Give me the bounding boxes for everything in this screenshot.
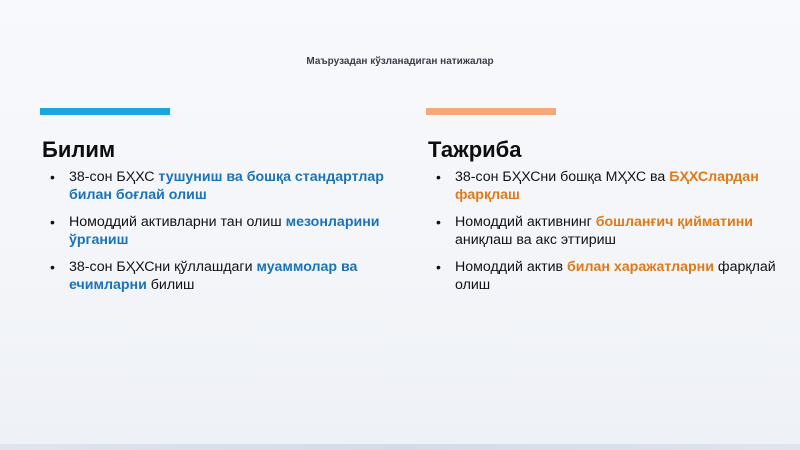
list-item: • 38-сон БҲХС тушуниш ва бошқа стандартлар билан боғлай олиш [40, 169, 385, 204]
knowledge-heading: Билим [42, 137, 116, 162]
experience-accent-bar [426, 108, 556, 115]
footer-band [0, 444, 800, 450]
experience-heading: Тажриба [428, 137, 522, 162]
list-item: • 38-сон БҲХСни бошқа МҲХС ва БҲХСлардан фарқлаш [426, 169, 781, 204]
list-item: • Номоддий актив билан харажатларни фарқлай олиш [426, 259, 781, 294]
experience-list [426, 169, 781, 294]
list-item: • Номоддий активнинг бошланғич қийматини аниқлаш ва акс эттириш [426, 214, 781, 249]
knowledge-accent-bar [40, 108, 170, 115]
experience-column [426, 108, 781, 304]
list-item: • Номоддий активларни тан олиш мезонларини ўрганиш [40, 214, 385, 249]
slide-title: Маърузадан кўзланадиган натижалар [306, 56, 494, 67]
knowledge-column [40, 108, 385, 304]
knowledge-list [40, 169, 385, 294]
list-item: • 38-сон БҲХСни қўллашдаги муаммолар ва ечимларни билиш [40, 259, 385, 294]
